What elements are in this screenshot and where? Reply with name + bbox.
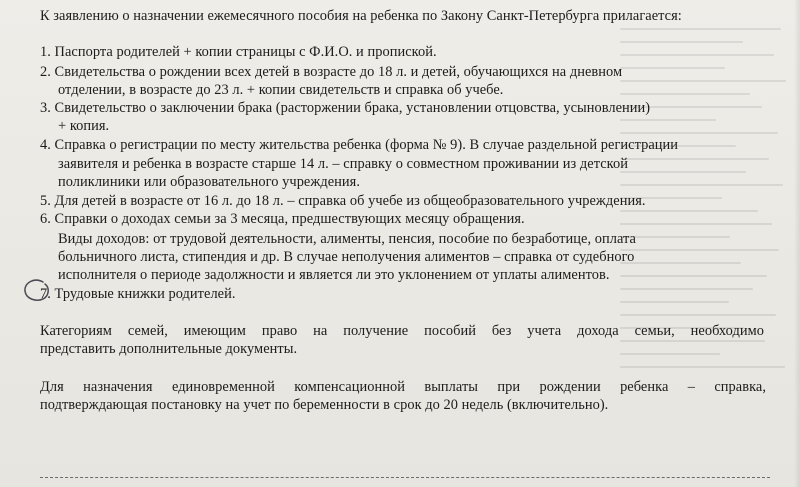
list-item-2-line-1: 2. Свидетельства о рождении всех детей в возрасте до 18 л. и детей, обучающихся на дневном <box>40 64 623 80</box>
lump-sum-line-1: Для назначения единовременной компенсационной выплаты при рождении ребенка – справка, <box>40 379 766 395</box>
lump-sum-line-2: подтверждающая постановку на учет по беременности в срок до 20 недель (включительно). <box>40 397 609 413</box>
categories-line-2: представить дополнительные документы. <box>40 341 298 357</box>
cut-line-divider <box>40 477 770 478</box>
list-item-6-line-4: исполнителя о периоде задолжности и является ли это уклонением от уплаты алиментов. <box>58 267 610 283</box>
page-edge-shadow <box>794 0 800 487</box>
list-item-4-line-3: поликлиники или образовательного учреждения. <box>58 174 360 190</box>
pen-circle-mark <box>22 278 52 304</box>
list-item-3-line-2: + копия. <box>58 118 110 134</box>
list-item-1: 1. Паспорта родителей + копии страницы с Ф.И.О. и пропиской. <box>40 44 437 60</box>
list-item-6-line-1: 6. Справки о доходах семьи за 3 месяца, предшествующих месяцу обращения. <box>40 211 525 227</box>
list-item-3-line-1: 3. Свидетельство о заключении брака (расторжении брака, установлении отцовства, усыновлении) <box>40 100 651 116</box>
list-item-4-line-1: 4. Справка о регистрации по месту жительства ребенка (форма № 9). В случае раздельной регистрации <box>40 137 679 153</box>
list-item-4-line-2: заявителя и ребенка в возрасте старше 14 л. – справку о совместном проживании из детской <box>58 156 628 172</box>
list-item-6-line-2: Виды доходов: от трудовой деятельности, алименты, пенсия, пособие по безработице, оплата <box>58 231 636 247</box>
intro-text: К заявлению о назначении ежемесячного пособия на ребенка по Закону Санкт-Петербурга прилагается: <box>40 8 682 24</box>
list-item-2-line-2: отделении, в возрасте до 23 л. + копии свидетельств и справка об учебе. <box>58 82 504 98</box>
list-item-5: 5. Для детей в возрасте от 16 л. до 18 л. – справка об учебе из общеобразовательного учреждения. <box>40 193 646 209</box>
list-item-6-line-3: больничного листа, стипендия и др. В случае неполучения алиментов – справка от судебного <box>58 249 635 265</box>
list-item-7: 7. Трудовые книжки родителей. <box>40 286 236 302</box>
categories-line-1: Категориям семей, имеющим право на получение пособий без учета дохода семьи, необходимо <box>40 323 764 339</box>
bleed-through-text <box>620 28 795 418</box>
